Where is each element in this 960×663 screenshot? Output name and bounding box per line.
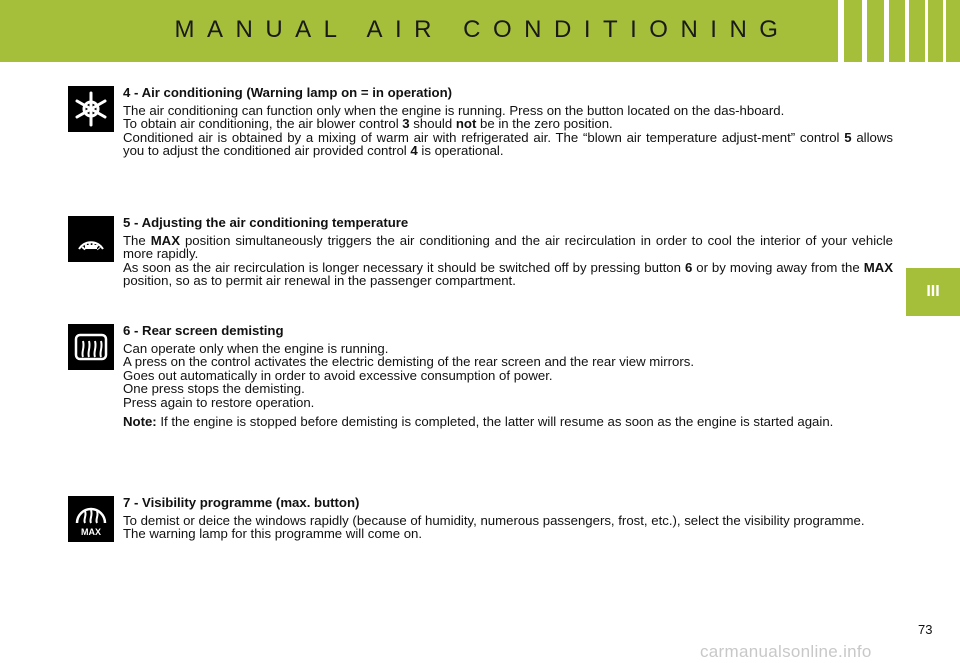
paragraph: One press stops the demisting. [123,381,305,396]
paragraph: The air conditioning can function only when the engine is running. Press on the button located on the das-hboard. [123,102,785,118]
page-number: 73 [918,622,933,637]
page-title: MANUAL AIR CONDITIONING [174,16,791,43]
header-stripe [838,0,844,62]
section-visibility [123,496,893,541]
paragraph: Press again to restore operation. [123,394,315,410]
section-rear-demisting [123,324,893,429]
header-stripe [925,0,928,62]
header-stripe [905,0,909,62]
header-stripe [862,0,867,62]
paragraph: The MAX position simultaneously triggers the air conditioning and the air recirculation in order to cool the interior of your vehicle more rapidly. [123,232,893,261]
paragraph: To demist or deice the windows rapidly (because of humidity, numerous passengers, frost, etc.), select the visibility programme. [123,512,865,528]
paragraph: As soon as the air recirculation is longer necessary it should be switched off by pressing button 6 or by moving away from the MAX position, so as to permit air renewal in the passenger compartment. [123,259,893,288]
section-heading: 7 - Visibility programme (max. button) [123,495,360,510]
section-heading: 5 - Adjusting the air conditioning temperature [123,215,409,230]
section-temperature [123,216,893,288]
max-label: MAX [81,527,101,537]
header-bar [0,0,960,62]
note: Note: If the engine is stopped before demisting is completed, the latter will resume as soon as the engine is started again. [123,414,834,429]
paragraph: Conditioned air is obtained by a mixing of warm air with refrigerated air. The “blown air temperature adjust-ment” control 5 allows you to adjust the conditioned air provided control 4 is operational. [123,129,893,158]
snowflake-icon [68,86,114,132]
paragraph: Goes out automatically in order to avoid excessive consumption of power. [123,367,553,383]
max-demist-icon [68,496,114,542]
temperature-dial-icon [68,216,114,262]
chapter-tab: III [906,268,960,316]
rear-demist-icon [68,324,114,370]
paragraph: A press on the control activates the electric demisting of the rear screen and the rear view mirrors. [123,354,694,369]
paragraph: Can operate only when the engine is running. [123,340,389,356]
paragraph: To obtain air conditioning, the air blower control 3 should not be in the zero position. [123,116,613,131]
section-air-conditioning [123,86,893,158]
header-stripe [884,0,889,62]
section-heading: 4 - Air conditioning (Warning lamp on = in operation) [123,85,453,100]
section-heading: 6 - Rear screen demisting [123,323,284,338]
paragraph: The warning lamp for this programme will come on. [123,526,423,541]
header-stripe [943,0,946,62]
watermark: carmanualsonline.info [700,642,872,661]
